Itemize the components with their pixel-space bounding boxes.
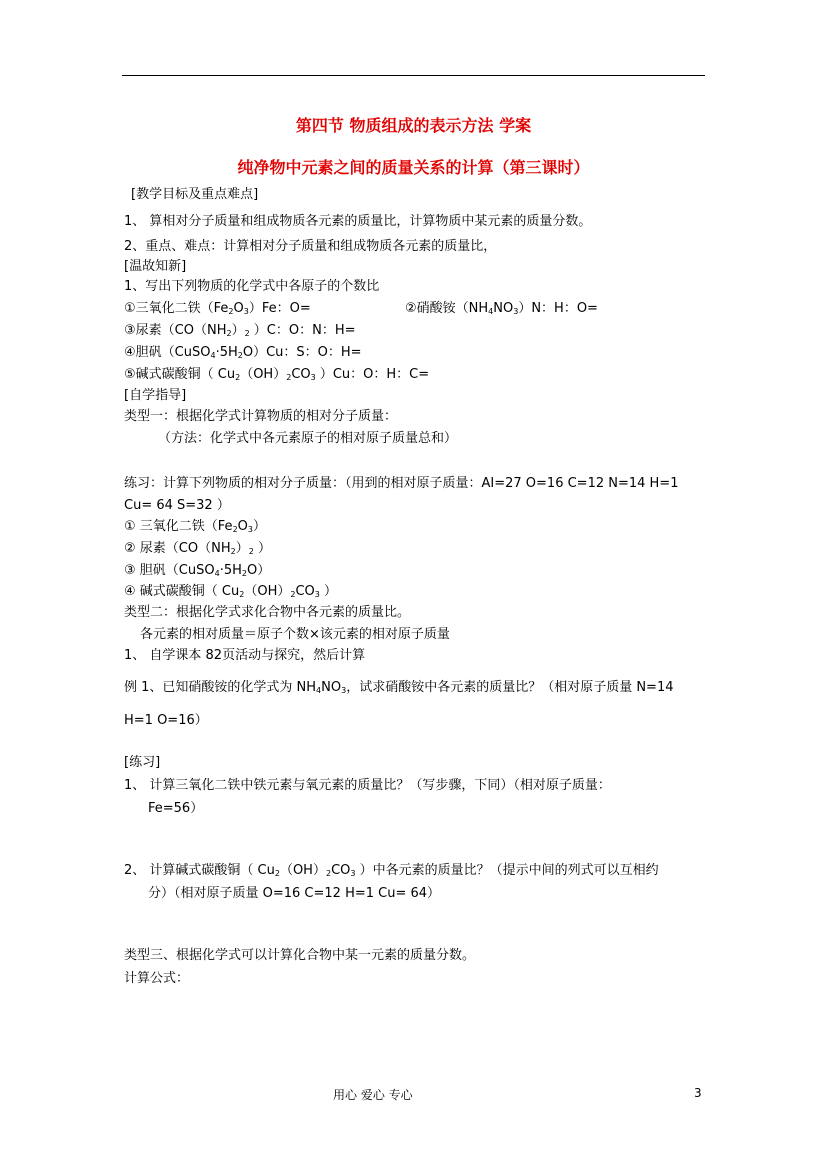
text-line: [自学指导]	[124, 388, 187, 403]
text-line: 1、写出下列物质的化学式中各原子的个数比	[124, 279, 380, 294]
text-line: [练习]	[124, 755, 161, 770]
text-line: Fe=56）	[148, 801, 204, 816]
text-line: 1、 自学课本 82页活动与探究，然后计算	[124, 648, 366, 663]
text-line: 分）（相对原子质量 O=16 C=12 H=1 Cu= 64）	[148, 886, 441, 901]
page-number: 3	[694, 1086, 702, 1100]
text-line: ④胆矾$(CuSO_4\cdot 5H_2O)Cu$：S：O：H=	[124, 345, 362, 360]
text-line: 类型一：根据化学式计算物质的相对分子质量：	[124, 409, 398, 424]
text-line: H=1 O=16）	[124, 713, 208, 728]
text-line: ② 尿素（$CO(NH_2)_2$ ）	[124, 541, 271, 556]
text-line: ③尿素（$CO(NH_2)_2$ ）C：O：N：H=	[124, 323, 356, 338]
text-line: [教学目标及重点难点]	[131, 187, 259, 202]
text-line: 各元素的相对质量＝原子个数×该元素的相对原子质量	[140, 627, 450, 642]
lesson-subtitle: 纯净物中元素之间的质量关系的计算（第三课时）	[237, 158, 590, 177]
text-line: ③ 胆矾$(CuSO_4\cdot 5H_2O)$	[124, 563, 271, 578]
text-line: ②硝酸铵$(NH_4NO_3)N$：H：O=	[405, 301, 598, 316]
text-line: 类型三、根据化学式可以计算化合物中某一元素的质量分数。	[124, 948, 476, 963]
text-line: 类型二：根据化学式求化合物中各元素的质量比。	[124, 605, 411, 620]
text-line: 计算公式：	[124, 971, 190, 986]
text-line: ①三氧化二铁$(Fe_2O_3)Fe$：O=	[124, 301, 311, 316]
header-rule	[122, 75, 705, 76]
text-line: （方法：化学式中各元素原子的相对原子质量总和）	[158, 431, 458, 446]
text-line: 2、重点、难点：计算相对分子质量和组成物质各元素的质量比，	[124, 239, 497, 254]
text-line: 练习：计算下列物质的相对分子质量：（用到的相对原子质量：AI=27 O=16 C=12 N=14 H=1	[124, 476, 679, 491]
text-line: 1、 计算三氧化二铁中铁元素与氧元素的质量比？（写步骤，下同）（相对原子质量：	[124, 778, 611, 793]
text-line: 2、 计算碱式碳酸铜（ $Cu_2(OH)_2CO_3$ ）中各元素的质量比？（提示中间的列式可以互相约	[124, 863, 659, 878]
text-line: 例 1、已知硝酸铵的化学式为 $NH_4NO_3$，试求硝酸铵中各元素的质量比？（相对原子质量 N=14	[124, 680, 674, 695]
footer-motto: 用心 爱心 专心	[333, 1088, 413, 1102]
section-title: 第四节 物质组成的表示方法 学案	[295, 116, 532, 135]
text-line: ⑤碱式碳酸铜（ $Cu_2(OH)_2CO_3$ ）Cu：O：H：C=	[124, 367, 430, 382]
text-line: ① 三氧化二铁$(Fe_2O_3)$	[124, 519, 266, 534]
text-line: Cu= 64 S=32 ）	[124, 498, 230, 513]
text-line: ④ 碱式碳酸铜（ $Cu_2(OH)_2CO_3$ ）	[124, 584, 337, 599]
text-line: [温故知新]	[124, 259, 187, 274]
text-line: 1、 算相对分子质量和组成物质各元素的质量比，计算物质中某元素的质量分数。	[124, 214, 592, 229]
